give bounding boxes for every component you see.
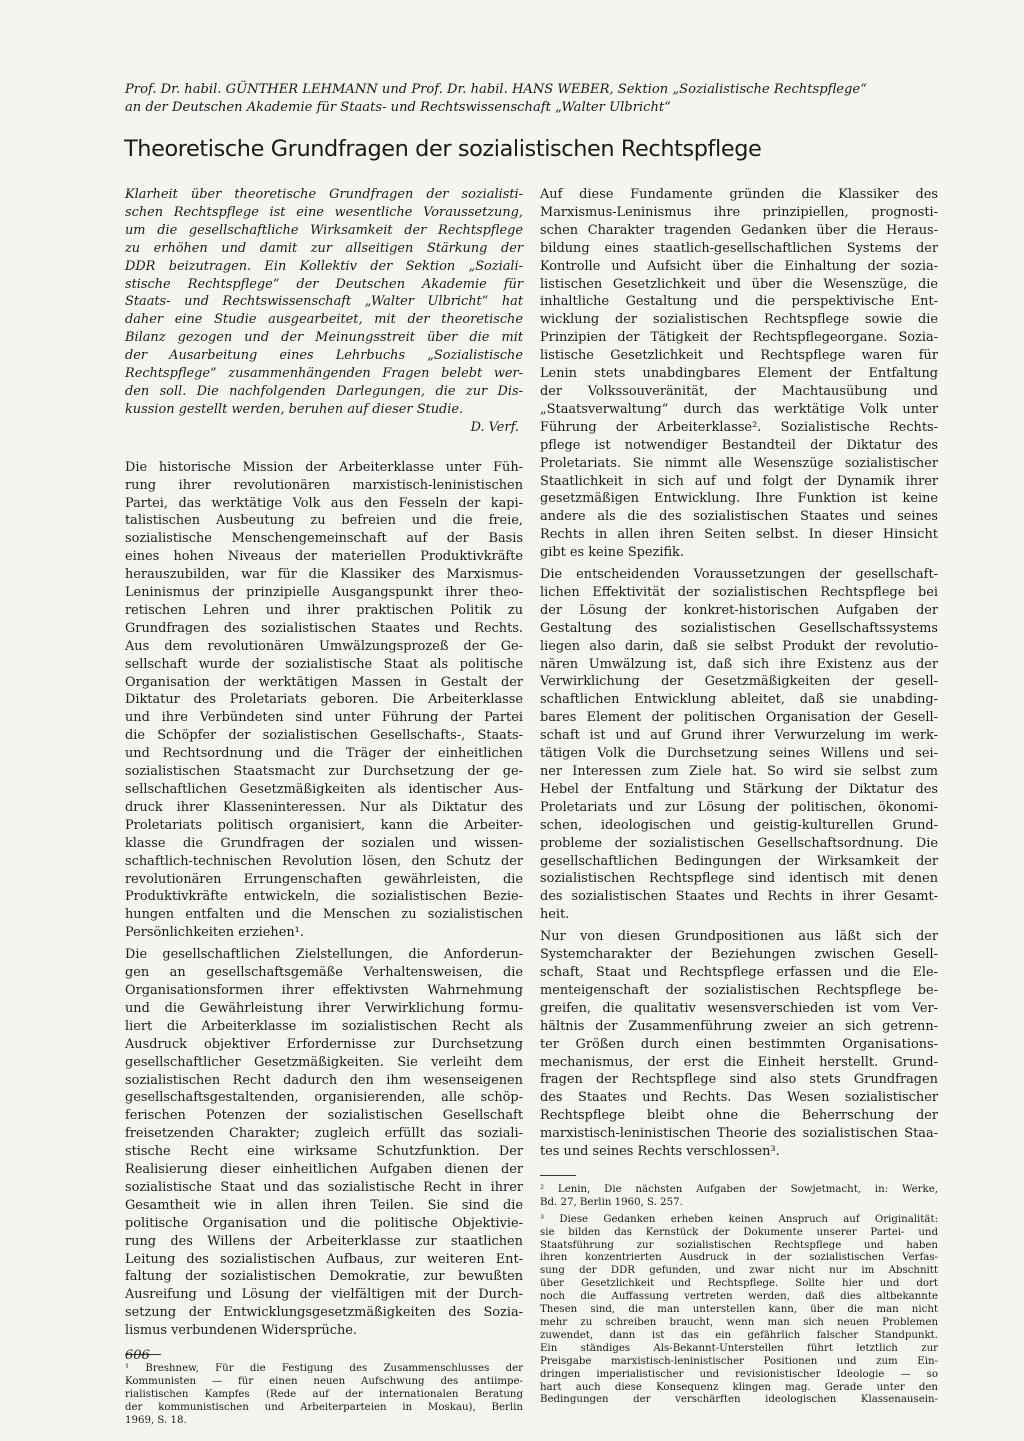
text-line: sozialistischen Staatsmacht zur Durchsetzung der ge- (125, 764, 523, 780)
text-line: „Staatsverwaltung“ durch das werktätige Volk unter (540, 401, 938, 417)
footnote-line: hart auch diese Konsequenz klingen mag. Gerade unter den (540, 1381, 938, 1393)
left-body (125, 459, 523, 1340)
footnote-line: mehr zu schreiben braucht, wenn man sich neuen Problemen (540, 1317, 938, 1328)
text-line: listischen Gesetzlichkeit und über die Wesenszüge, die (540, 276, 938, 292)
text-line: Leitung des sozialistischen Aufbaus, zur weiteren Ent- (125, 1251, 523, 1267)
abstract-line: stische Rechtspflege“ der Deutschen Akademie für (125, 276, 523, 292)
text-line: gesellschaftlicher Gesetzmäßigkeiten. Sie verleiht dem (125, 1054, 523, 1070)
abstract-line: der Ausarbeitung eines Lehrbuchs „Sozialistische (125, 348, 523, 364)
text-line: und die Gewährleistung ihrer Verwirklichung formu- (125, 1000, 523, 1016)
footnote-3 (540, 1214, 938, 1408)
abstract-line: zu erhöhen und damit zur allseitigen Stärkung der (125, 240, 523, 256)
text-line: inhaltliche Gestaltung und die perspektivische Ent- (540, 294, 938, 310)
text-line: schen, ideologischen und geistig-kulturellen Grund- (540, 817, 938, 833)
text-line: die Schöpfer der sozialistischen Gesellschafts-, Staats- (125, 728, 523, 744)
article-title: Theoretische Grundfragen der sozialistischen Rechtspflege (124, 136, 762, 162)
footnote-line: Bedingungen der verschärften ideologischen Klassenausein- (540, 1394, 938, 1406)
text-line: Ausdruck objektiver Erfordernisse zur Durchsetzung (125, 1036, 523, 1052)
abstract-line: DDR beizutragen. Ein Kollektiv der Sektion „Soziali- (125, 258, 523, 274)
text-line: sellschaft wurde der sozialistische Staat als politische (125, 656, 523, 672)
text-line: ferischen Potenzen der sozialistischen Gesellschaft (125, 1108, 523, 1124)
text-line: Prinzipien der Tätigkeit der Rechtspflegeorgane. Sozia- (540, 330, 938, 346)
abstract-signature: D. Verf. (470, 419, 519, 435)
author-line: Prof. Dr. habil. GÜNTHER LEHMANN und Prof. Dr. habil. HANS WEBER, Sektion „Sozialistische Rechtspflege“ (125, 82, 867, 97)
footnote-line: Preisgabe marxistisch-leninistischer Positionen und zum Ein- (540, 1355, 938, 1367)
footnote-line: ² Lenin, Die nächsten Aufgaben der Sowjetmacht, in: Werke, (540, 1183, 938, 1195)
text-line: Staatlichkeit in sich auf und folgt der Dynamik ihrer (540, 473, 938, 489)
paragraph (125, 946, 523, 1340)
paragraph (540, 186, 938, 562)
footnote-line: Staatsführung zur sozialistischen Rechtspflege und haben (540, 1239, 938, 1251)
text-line: gen an gesellschaftsgemäße Verhaltensweisen, die (125, 965, 523, 981)
footnote-line: Kommunisten — für einen neuen Aufschwung des antiimpe- (125, 1376, 523, 1387)
text-line: schaftlich-technischen Revolution lösen, den Schutz der (125, 853, 523, 869)
text-line: rung ihrer revolutionären marxistisch-leninistischen (125, 477, 523, 493)
footnote-line: zuwendet, dann ist das ein gefährlich falscher Standpunkt. (540, 1329, 938, 1341)
text-line: und Rechtsordnung und die Träger der einheitlichen (125, 746, 523, 762)
text-line: gesellschaftsgestaltenden, organisierenden, alle schöp- (125, 1090, 523, 1106)
text-line: schaft ist und auf Grund ihrer Verwurzelung im werk- (540, 728, 938, 744)
text-line: Nur von diesen Grundpositionen aus läßt sich der (540, 929, 938, 945)
abstract-line: daher eine Studie ausgearbeitet, mit der theoretische (125, 312, 523, 328)
text-line: Rechtspflege bleibt ohne die Beherrschung der (540, 1108, 938, 1124)
footnote-2 (540, 1184, 938, 1210)
abstract-line: den soll. Die nachfolgenden Darlegungen, die zur Dis- (125, 383, 523, 399)
text-line: Organisation der werktätigen Massen in Gestalt der (125, 674, 523, 690)
text-line: sozialistische Menschengemeinschaft auf der Basis (125, 531, 523, 547)
text-line: Die historische Mission der Arbeiterklasse unter Füh- (125, 459, 523, 475)
text-line: Systemcharakter der Beziehungen zwischen Gesell- (540, 947, 938, 963)
text-line: Proletariats. Sie nimmt alle Wesenszüge sozialistischer (540, 455, 938, 471)
abstract-line: Staats- und Rechtswissenschaft „Walter Ulbricht“ hat (125, 294, 523, 310)
text-line: Leninismus der prinzipielle Ausgangspunkt ihrer theo- (125, 585, 523, 601)
abstract-line: Klarheit über theoretische Grundfragen der sozialisti- (125, 187, 523, 202)
text-line: Auf diese Fundamente gründen die Klassiker des (540, 187, 938, 202)
abstract-line: Rechtspflege“ zusammenhängenden Fragen belebt wer- (125, 366, 523, 382)
text-line: gesetzmäßigen Entwicklung. Ihre Funktion ist keine (540, 491, 938, 507)
text-line: heit. (540, 907, 570, 923)
text-line: ner Interessen zum Ziele hat. So wird sie selbst zum (540, 764, 938, 779)
footnote-line: ¹ Breshnew, Für die Festigung des Zusammenschlusses der (125, 1363, 523, 1375)
text-line: Die entscheidenden Voraussetzungen der gesellschaft- (540, 567, 938, 583)
text-line: der Volkssouveränität, der Machtausübung und (540, 383, 938, 399)
text-line: Organisationsformen ihrer effektivsten Wahrnehmung (125, 982, 523, 998)
abstract-line: kussion gestellt werden, beruhen auf dieser Studie. (125, 401, 464, 417)
footnote-line: Bd. 27, Berlin 1960, S. 257. (540, 1196, 683, 1208)
text-line: retischen Lehren und ihrer praktischen Politik zu (125, 602, 523, 618)
footnote-line: dringen imperialistischer und revisionistischer Ideologie — so (540, 1368, 938, 1380)
text-line: Die gesellschaftlichen Zielstellungen, die Anforderun- (125, 947, 523, 963)
text-line: hungen entfalten und die Menschen zu sozialistischen (125, 907, 523, 923)
text-line: Führung der Arbeiterklasse². Sozialistische Rechts- (540, 419, 938, 435)
text-line: lismus verbundenen Widersprüche. (125, 1323, 358, 1339)
abstract-line: um die gesellschaftliche Wirksamkeit der Rechtspflege (125, 222, 523, 238)
footnote-line: Thesen sind, die man unterstellen kann, über die man nicht (540, 1304, 938, 1316)
paragraph (540, 928, 938, 1161)
footnote-line: ³ Diese Gedanken erheben keinen Anspruch auf Originalität: (540, 1213, 938, 1225)
footnote-line: ihren konzentrierten Ausdruck in der sozialistischen Verfas- (540, 1252, 938, 1264)
text-line: freisetzenden Charakter; zugleich erfüllt das soziali- (125, 1126, 523, 1142)
text-line: wicklung der sozialistischen Rechtspflege sowie die (540, 312, 938, 328)
text-line: mechanismus, der erst die Einheit herstellt. Grund- (540, 1054, 938, 1070)
text-line: schaftlichen Entwicklung ableitet, daß sie unabding- (540, 692, 938, 708)
text-line: faltung der sozialistischen Demokratie, zur bewußten (125, 1269, 523, 1285)
text-line: Kontrolle und Aufsicht über die Einhaltung der sozia- (540, 258, 938, 274)
text-line: ter Größen durch einen bestimmten Organisations- (540, 1036, 938, 1052)
text-line: Gestaltung des sozialistischen Gesellschaftssystems (540, 620, 938, 636)
text-line: Lenin stets unabdingbares Element der Entfaltung (540, 366, 938, 382)
text-line: liegen also darin, daß sie selbst Produkt der revolutio- (540, 638, 938, 654)
author-affiliation (125, 81, 930, 117)
right-footnotes (540, 1184, 938, 1407)
text-line: pflege ist notwendiger Bestandteil der Diktatur des (540, 437, 938, 453)
text-line: Produktivkräfte entwickeln, die sozialistischen Bezie- (125, 889, 523, 905)
text-line: politische Organisation und die politische Objektivie- (125, 1215, 523, 1231)
left-column (125, 186, 523, 1428)
text-line: Diktatur des Proletariats geboren. Die Arbeiterklasse (125, 692, 523, 708)
text-line: sozialistische Staat und das sozialistische Recht in ihrer (125, 1179, 523, 1195)
text-line: und ihre Verbündeten sind unter Führung der Partei (125, 710, 523, 726)
page-number: 606 (125, 1348, 150, 1363)
text-line: revolutionären Errungenschaften gewährleisten, die (125, 871, 523, 887)
text-line: tätigen Volk die Durchsetzung seines Willens und sei- (540, 746, 938, 762)
text-line: bares Element der politischen Organisation der Gesell- (540, 710, 938, 726)
text-line: des Staates und Rechts. Das Wesen sozialistischer (540, 1090, 938, 1106)
text-line: gesellschaftlichen Bedingungen der Wirksamkeit der (540, 853, 938, 869)
text-line: greifen, die qualitativ wesensverschieden ist vom Ver- (540, 1000, 938, 1016)
text-line: rung des Willens der Arbeiterklasse zur staatlichen (125, 1233, 523, 1249)
text-line: eines hohen Niveaus der materiellen Produktivkräfte (125, 549, 523, 565)
text-line: sozialistischen Recht dadurch den ihm wesenseigenen (125, 1072, 523, 1088)
text-line: hältnis der Zusammenführung zweier an sich getrenn- (540, 1018, 938, 1034)
text-line: Realisierung dieser einheitlichen Aufgaben dienen der (125, 1162, 523, 1178)
text-line: herauszubilden, war für die Klassiker des Marxismus- (125, 567, 523, 583)
text-line: talistischen Ausbeutung zu befreien und die freie, (125, 513, 523, 529)
text-line: Aus dem revolutionären Umwälzungsprozeß der Ge- (125, 638, 523, 654)
text-line: schen Charakter tragenden Gedanken über die Heraus- (540, 222, 938, 238)
text-line: listische Gesetzlichkeit und Rechtspflege waren für (540, 348, 938, 364)
paragraph (540, 566, 938, 924)
text-line: des sozialistischen Staates und Rechts in ihrer Gesamt- (540, 889, 938, 905)
text-line: Marxismus-Leninismus ihre prinzipiellen, prognosti- (540, 204, 938, 220)
text-line: Gesamtheit wie in allen ihren Teilen. Sie sind die (125, 1197, 523, 1213)
paragraph (125, 459, 523, 942)
right-body (540, 186, 938, 1161)
author-line: an der Deutschen Akademie für Staats- und Rechtswissenschaft „Walter Ulbricht“ (125, 100, 671, 115)
text-line: druck ihrer Klasseninteressen. Nur als Diktatur des (125, 799, 523, 815)
text-line: klasse die Grundfragen der sozialen und wissen- (125, 835, 523, 851)
text-line: setzung der Entwicklungsgesetzmäßigkeiten des Sozia- (125, 1305, 523, 1321)
text-line: Proletariats und zur Lösung der politischen, ökonomi- (540, 799, 938, 815)
abstract-line: schen Rechtspflege ist eine wesentliche Voraussetzung, (125, 204, 523, 220)
text-line: tes und seines Rechts verschlossen³. (540, 1144, 780, 1160)
footnote-line: über Gesetzlichkeit und Rechtspflege. Sollte hier und dort (540, 1278, 938, 1290)
footnote-line: 1969, S. 18. (125, 1414, 187, 1426)
text-line: andere als die des sozialistischen Staates und seines (540, 509, 938, 525)
text-line: fragen der Rechtspflege sind also stets Grundfragen (540, 1072, 938, 1088)
abstract-line: Bilanz gezogen und der Meinungsstreit über die mit (125, 330, 523, 346)
text-line: liert die Arbeiterklasse im sozialistischen Recht als (125, 1018, 523, 1034)
footnote-line: Ein ständiges Als-Bekannt-Unterstellen führt letztlich zur (540, 1342, 938, 1354)
text-line: menteigenschaft der sozialistischen Rechtspflege be- (540, 982, 938, 998)
text-line: Rechts in allen ihren Seiten selbst. In dieser Hinsicht (540, 527, 938, 543)
text-line: gibt es keine Spezifik. (540, 545, 684, 561)
text-line: marxistisch-leninistischen Theorie des sozialistischen Staa- (540, 1126, 938, 1142)
text-line: probleme der sozialistischen Gesellschaftsordnung. Die (540, 835, 938, 851)
text-line: Partei, das werktätige Volk aus den Fesseln der kapi- (125, 495, 523, 511)
footnote-rule (540, 1175, 576, 1176)
footnote-line: sung der DDR gefunden, und zwar nicht nur im Abschnitt (540, 1265, 938, 1277)
text-line: Persönlichkeiten erziehen¹. (125, 925, 304, 941)
text-line: lichen Effektivität der sozialistischen Rechtspflege bei (540, 584, 938, 600)
footnote-line: rialistischen Kampfes (Rede auf der internationalen Beratung (125, 1388, 523, 1400)
text-line: Grundfragen des sozialistischen Staates und Rechts. (125, 620, 523, 636)
text-line: Hebel der Entfaltung und Stärkung der Diktatur des (540, 781, 938, 797)
abstract (125, 186, 523, 419)
text-line: sozialistischen Rechtspflege sind identisch mit denen (540, 871, 938, 887)
text-line: schaft, Staat und Rechtspflege erfassen und die Ele- (540, 964, 938, 980)
footnote-1 (125, 1363, 523, 1428)
text-line: sellschaftlichen Gesetzmäßigkeiten als identischer Aus- (125, 782, 523, 797)
text-line: Proletariats politisch organisiert, kann die Arbeiter- (125, 817, 523, 833)
footnote-line: sie bilden das Kernstück der Dokumente unserer Partei- und (540, 1226, 938, 1238)
footnote-line: noch die Auffassung vertreten werden, daß dies altbekannte (540, 1291, 938, 1303)
right-column (540, 186, 938, 1407)
text-line: Ausreifung und Lösung der vielfältigen mit der Durch- (125, 1287, 523, 1303)
footnote-line: der kommunistischen und Arbeiterparteien in Moskau), Berlin (125, 1401, 523, 1413)
text-line: nären Umwälzung ist, daß sich ihre Existenz aus der (540, 656, 938, 672)
text-line: der Lösung der konkret-historischen Aufgaben der (540, 602, 938, 618)
text-line: stische Recht eine wirksame Schutzfunktion. Der (125, 1144, 523, 1160)
text-line: bildung eines staatlich-gesellschaftlichen Systems der (540, 240, 938, 256)
text-line: Verwirklichung der Gesetzmäßigkeiten der gesell- (540, 674, 938, 690)
